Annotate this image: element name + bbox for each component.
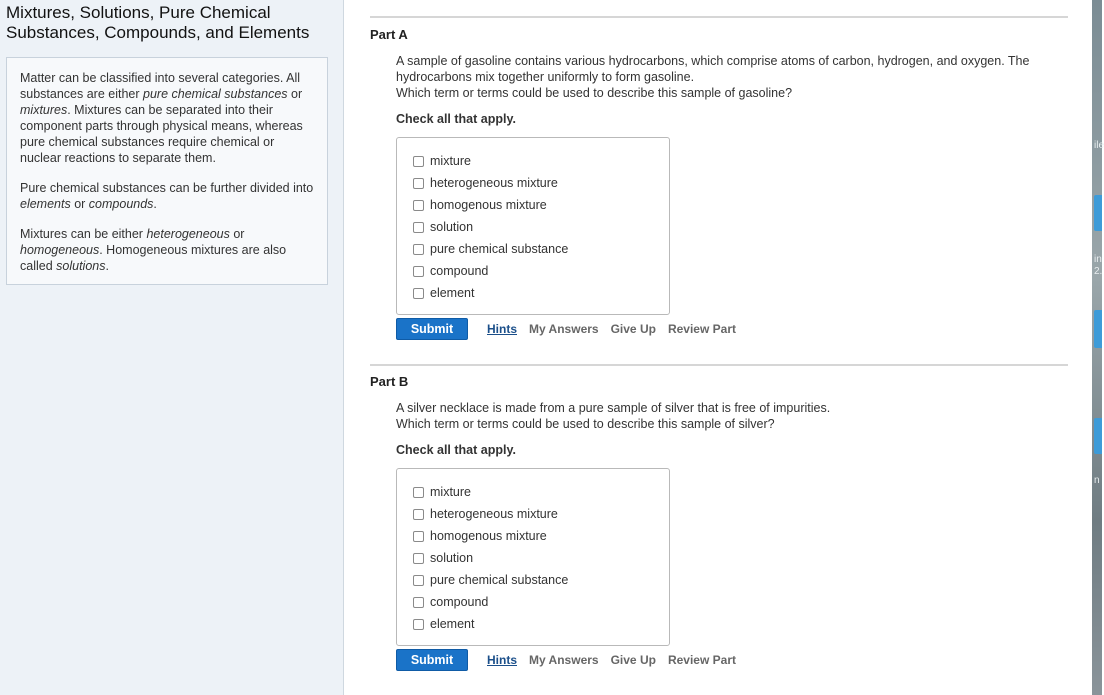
page-title-line2: Substances, Compounds, and Elements: [6, 23, 310, 42]
part-a-divider: [370, 16, 1068, 18]
intro-term: mixtures: [20, 103, 68, 117]
part-a-check-all: Check all that apply.: [396, 112, 516, 126]
intro-text: . Mixtures can be separated into their component parts through physical means, whereas pure chemical substances require chemical or nuclear reactions to separate them.: [20, 103, 303, 165]
intro-paragraph-3: [20, 226, 314, 274]
strip-text: 2.: [1094, 266, 1103, 277]
intro-box: [6, 57, 328, 285]
part-b-check-all: Check all that apply.: [396, 443, 516, 457]
intro-text: Mixtures can be either: [20, 227, 147, 241]
intro-text: . Homogeneous mixtures are also called: [20, 243, 287, 273]
intro-text: Matter can be classified into several categories. All substances are either: [20, 71, 300, 101]
strip-tab: [1094, 195, 1102, 231]
part-a-prompt-line1: A sample of gasoline contains various hydrocarbons, which comprise atoms of carbon, hydrogen, and oxygen. The hydrocarbons mix together uniformly to form gasoline.: [396, 54, 1030, 84]
part-b-prompt-line2: Which term or terms could be used to describe this sample of silver?: [396, 417, 775, 431]
part-a-hints-link[interactable]: Hints: [487, 322, 517, 336]
part-b-prompt-line1: A silver necklace is made from a pure sample of silver that is free of impurities.: [396, 401, 831, 415]
intro-text: or: [229, 227, 245, 241]
intro-paragraph-2: [20, 180, 314, 212]
part-a-choice-element[interactable]: [397, 282, 669, 304]
part-b-choice-homogenous-mixture[interactable]: [397, 525, 669, 547]
choice-label: homogenous mixture: [430, 529, 547, 543]
part-b-actions: [396, 649, 736, 671]
choice-label: heterogeneous mixture: [430, 507, 558, 521]
checkbox[interactable]: [413, 509, 424, 520]
strip-tab: [1094, 418, 1102, 454]
part-a-choice-solution[interactable]: [397, 216, 669, 238]
main-panel: [344, 0, 1092, 695]
checkbox[interactable]: [413, 200, 424, 211]
strip-tab: [1094, 310, 1102, 348]
part-a-choices: [396, 137, 670, 315]
choice-label: mixture: [430, 485, 471, 499]
checkbox[interactable]: [413, 222, 424, 233]
choice-label: pure chemical substance: [430, 573, 569, 587]
checkbox[interactable]: [413, 266, 424, 277]
checkbox[interactable]: [413, 288, 424, 299]
strip-text: in: [1094, 254, 1102, 265]
intro-text: or: [70, 197, 89, 211]
page-title-line1: Mixtures, Solutions, Pure Chemical: [6, 3, 271, 22]
checkbox[interactable]: [413, 244, 424, 255]
part-b-choice-element[interactable]: [397, 613, 669, 635]
part-a-title: Part A: [370, 27, 408, 42]
page-title: [6, 3, 336, 43]
choice-label: element: [430, 286, 475, 300]
part-b-my-answers-link[interactable]: My Answers: [529, 653, 599, 667]
choice-label: pure chemical substance: [430, 242, 569, 256]
intro-text: or: [287, 87, 303, 101]
choice-label: solution: [430, 220, 474, 234]
part-a-review-part-link[interactable]: Review Part: [667, 322, 736, 336]
part-a-give-up-link[interactable]: Give Up: [610, 322, 656, 336]
checkbox[interactable]: [413, 597, 424, 608]
part-b-submit-button[interactable]: Submit: [396, 649, 468, 671]
checkbox[interactable]: [413, 156, 424, 167]
checkbox[interactable]: [413, 553, 424, 564]
choice-label: element: [430, 617, 475, 631]
intro-text: .: [153, 197, 157, 211]
checkbox[interactable]: [413, 178, 424, 189]
part-a-actions: [396, 318, 736, 340]
part-b-prompt: [396, 400, 1066, 432]
part-b-choice-heterogeneous-mixture[interactable]: [397, 503, 669, 525]
strip-text: n: [1094, 475, 1100, 486]
part-a-prompt: [396, 53, 1066, 101]
intro-term: solutions: [56, 259, 106, 273]
intro-term: elements: [20, 197, 71, 211]
part-b-choice-solution[interactable]: [397, 547, 669, 569]
part-a-choice-mixture[interactable]: [397, 150, 669, 172]
intro-term: compounds: [88, 197, 154, 211]
part-a-choice-homogenous-mixture[interactable]: [397, 194, 669, 216]
intro-term: homogeneous: [20, 243, 100, 257]
part-b-hints-link[interactable]: Hints: [487, 653, 517, 667]
part-b-review-part-link[interactable]: Review Part: [667, 653, 736, 667]
choice-label: compound: [430, 595, 489, 609]
intro-term: heterogeneous: [146, 227, 230, 241]
part-a-submit-button[interactable]: Submit: [396, 318, 468, 340]
intro-paragraph-1: [20, 70, 314, 166]
intro-text: Pure chemical substances can be further divided into: [20, 181, 314, 195]
part-a-choice-heterogeneous-mixture[interactable]: [397, 172, 669, 194]
choice-label: solution: [430, 551, 474, 565]
checkbox[interactable]: [413, 531, 424, 542]
choice-label: heterogeneous mixture: [430, 176, 558, 190]
part-b-choice-compound[interactable]: [397, 591, 669, 613]
checkbox[interactable]: [413, 487, 424, 498]
checkbox[interactable]: [413, 575, 424, 586]
part-b-give-up-link[interactable]: Give Up: [610, 653, 656, 667]
part-a-choice-pure-chemical-substance[interactable]: [397, 238, 669, 260]
part-b-choice-pure-chemical-substance[interactable]: [397, 569, 669, 591]
part-b-divider: [370, 364, 1068, 366]
part-a-prompt-line2: Which term or terms could be used to describe this sample of gasoline?: [396, 86, 793, 100]
intro-text: .: [105, 259, 109, 273]
part-b-choices: [396, 468, 670, 646]
sidebar-panel: [0, 0, 344, 695]
part-a-choice-compound[interactable]: [397, 260, 669, 282]
part-b-choice-mixture[interactable]: [397, 481, 669, 503]
checkbox[interactable]: [413, 619, 424, 630]
strip-text: ile: [1094, 140, 1104, 151]
background-window-strip: [1092, 0, 1102, 695]
choice-label: mixture: [430, 154, 471, 168]
part-b-title: Part B: [370, 374, 409, 389]
intro-term: pure chemical substances: [143, 87, 288, 101]
choice-label: compound: [430, 264, 489, 278]
part-a-my-answers-link[interactable]: My Answers: [529, 322, 599, 336]
choice-label: homogenous mixture: [430, 198, 547, 212]
